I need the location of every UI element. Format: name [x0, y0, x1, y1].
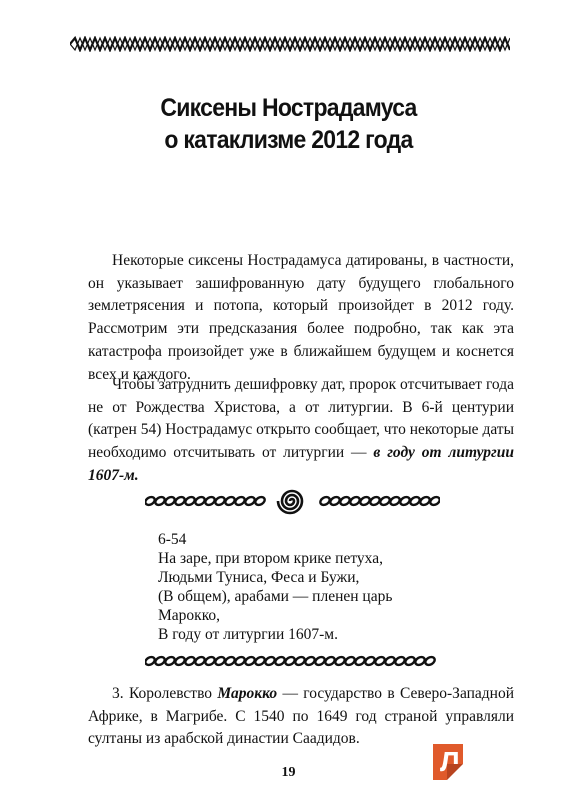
zigzag-border-icon — [70, 36, 510, 52]
paragraph-2-emphasis: в году от литургии 1607-м. — [88, 444, 515, 484]
quatrain-number: 6-54 — [158, 531, 187, 548]
quatrain-line: В году от литургии 1607-м. — [158, 626, 338, 643]
paragraph-3-text: — государство в Северо-Западной Африке, в Магрибе. С 1540 по 1649 год страной управляли султаны из арабской династии Саадидов. — [88, 685, 515, 748]
page-title-line-1: Сиксены Нострадамуса — [160, 94, 417, 122]
braid-divider-icon — [145, 654, 440, 668]
paragraph-1 — [88, 250, 514, 386]
publisher-logo-letter: Л — [440, 746, 460, 777]
paragraph-2 — [88, 374, 514, 488]
quatrain-line: На заре, при втором крике петуха, — [158, 550, 383, 567]
quatrain — [158, 530, 448, 644]
quatrain-line: (В общем), арабами — пленен царь — [158, 588, 393, 605]
paragraph-3 — [88, 683, 514, 751]
spiral-divider-icon — [145, 486, 440, 516]
quatrain-line: Людьми Туниса, Феса и Бужи, — [158, 569, 360, 586]
paragraph-3-emphasis: Марокко — [217, 685, 278, 702]
paragraph-1-text: Некоторые сиксены Нострадамуса датированы, в частности, он указывает зашифрованную дату будущего глобального землетрясения и потопа, который произойдет в 2012 году. Рассмотрим эти предсказания более подробно, так как эта катастрофа произойдет уже в ближайшем будущем и коснется всех и каждого. — [88, 252, 514, 383]
publisher-logo[interactable] — [433, 744, 463, 780]
page-number: 19 — [281, 765, 296, 780]
paragraph-2-text: Чтобы затруднить дешифровку дат, пророк отсчитывает года не от Рождества Христова, а от литургии. В 6-й центурии (катрен 54) Нострадамус открыто сообщает, что некоторые даты необходимо отсчитывать от литургии — — [88, 376, 514, 462]
logo-corner-fold — [447, 764, 463, 780]
quatrain-line: Марокко, — [158, 607, 221, 624]
paragraph-3-number: 3. Королевство — [112, 685, 213, 702]
page-title-line-2: о катаклизме 2012 года — [164, 126, 413, 154]
